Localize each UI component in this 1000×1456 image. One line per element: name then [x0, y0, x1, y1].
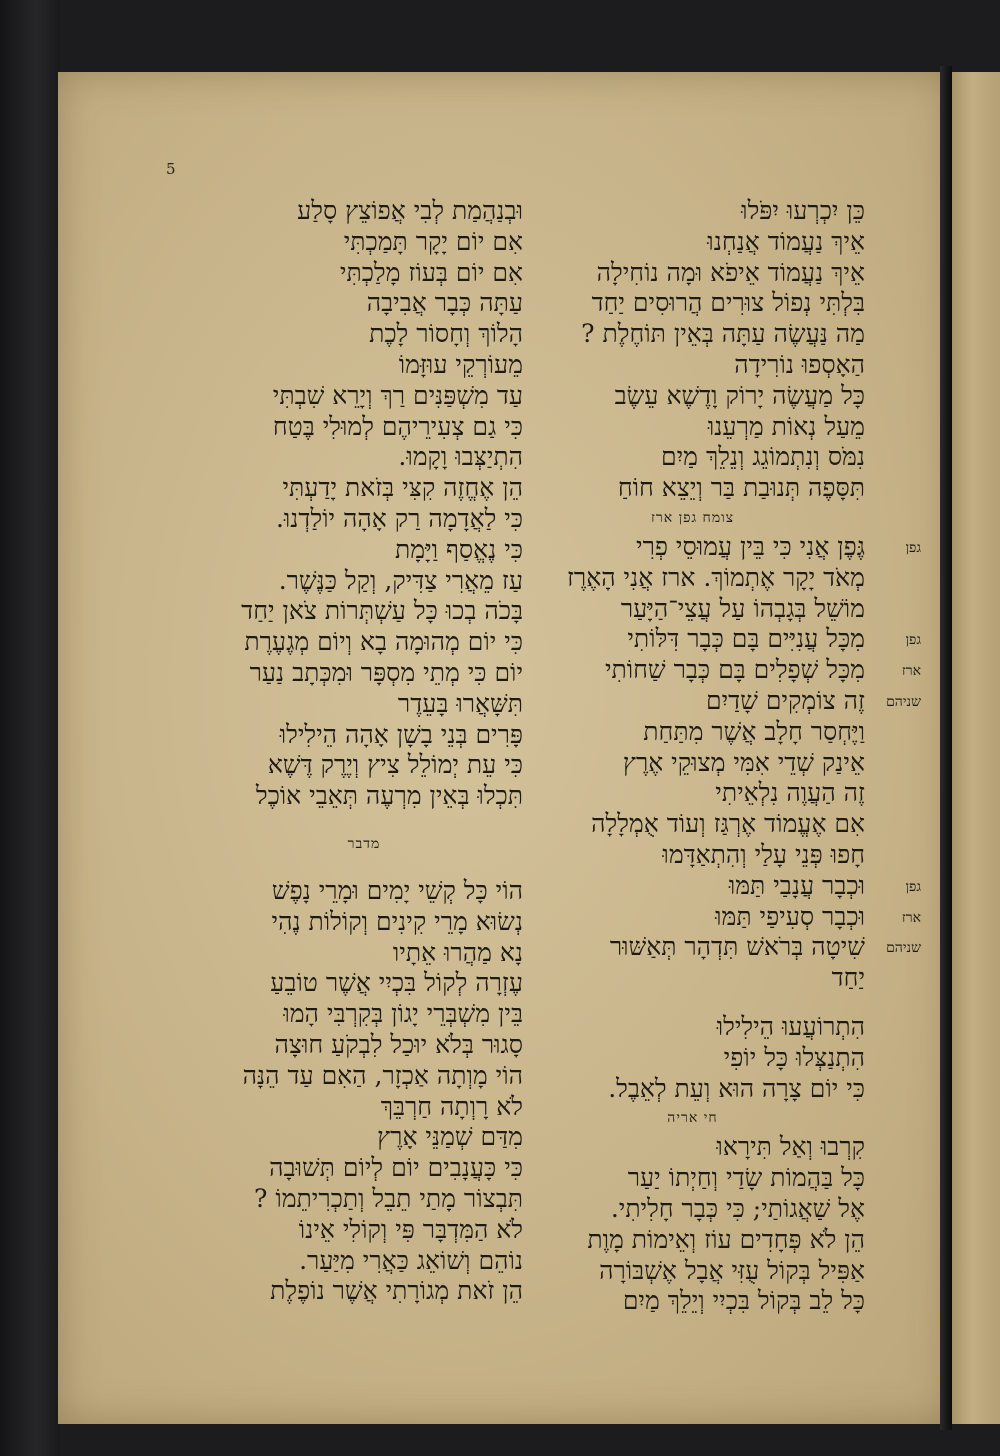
- poem-line: [205, 999, 523, 1030]
- line-text: גֶּפֶן אֲנִי כִּי בֵּין עֲמוּסֵי פְרִי: [636, 531, 865, 561]
- line-text: מֵעַל נְאוֹת מַרְעֵנוּ: [707, 411, 865, 441]
- line-text: כִּי לַאֲדָמָה רַק אָהָה יוֹלַדְנוּ.: [275, 503, 523, 533]
- line-text: מֵעוֹרְקֵי עוּזָּמוֹ: [398, 349, 523, 379]
- line-text: לֹא רָוְתָה חַרְבֵּךְ: [380, 1091, 523, 1121]
- line-gap: [520, 994, 865, 1012]
- poem-line: [205, 1122, 523, 1153]
- line-text: כִּי יוֹם מְהוּמָה בָא וְיוֹם מְגֶעֶרֶת: [244, 627, 523, 657]
- poem-line: [520, 412, 865, 443]
- line-text: וּבְנַהֲמַת לְבִי אֲפוֹצֵץ סָלַע: [297, 196, 523, 225]
- poem-line: [520, 288, 865, 319]
- line-text: תִּבְצוֹר מָתַי תֵבֵל וְתַכְרִיתֵמוֹ ?: [253, 1183, 523, 1213]
- line-text: עַתָּה כְּבָר אֲבִיבָה: [366, 288, 523, 318]
- line-text: אִם יוֹם יָקָר תָּמַכְתִּי: [343, 226, 523, 256]
- poem-line: [520, 1043, 865, 1074]
- poem-line: [205, 227, 523, 258]
- line-text: כִּי עֵת יְמוֹלֵל צִיץ וְיֶרֶק דֶּשֶׁא: [267, 750, 523, 780]
- next-page-edge: [952, 72, 1000, 1424]
- line-text: בֵּין מִשְׁבְּרֵי יָגוֹן בְּקִרְבִּי הָמוּ: [283, 999, 523, 1029]
- line-text: אֵיךְ נַעֲמוֹד אֵיפֹא וּמָה נוֹחִילָה: [596, 257, 865, 287]
- left-column: [205, 196, 523, 1307]
- line-text: אִם אֶעֱמוֹד אֶרְגַּז וְעוֹד אֻמְלָלָה: [591, 809, 865, 839]
- poem-line: [520, 685, 921, 717]
- line-text: שִׁיטָה בְּרֹאשׁ תִּדְהָר תְּאַשּׁוּר: [609, 932, 865, 962]
- speaker-label: שניהם: [886, 940, 921, 957]
- poem-line: [520, 870, 921, 902]
- poem-line: [520, 350, 865, 381]
- poem-line: [205, 1276, 523, 1307]
- line-text: סָגוּר בְּלֹא יוּכַל לִבְקֹעַ חוּצָה: [274, 1029, 523, 1059]
- poem-line: [205, 1246, 523, 1277]
- book-cover-left: [0, 0, 60, 1456]
- line-text: נְשׂוּא מָרֵי קִינִים וְקוֹלוֹת נֶהִי: [271, 906, 523, 936]
- speaker-label: גפן: [905, 540, 921, 557]
- line-text: אֵינַק שְׁדֵי אִמִּי מְצוּקֵי אֶרֶץ: [622, 747, 865, 777]
- line-text: וּכְבָר עֲנָבַי תַּמּוּ: [728, 870, 865, 900]
- line-text: הוֹי כָּל קְשֵׁי יָמִים וּמָרֵי נָפֶשׁ: [271, 875, 523, 905]
- line-text: כִּי כָּעֲנָבִים יוֹם לְיוֹם תְּשׁוּבָה: [269, 1153, 523, 1183]
- line-text: מִדַּם שְׁמַנֵּי אָרֶץ: [377, 1122, 523, 1152]
- poem-line: [520, 1194, 865, 1225]
- line-text: אֵיךְ נַעֲמוֹד אֲנַחְנוּ: [707, 226, 865, 256]
- speaker-label: גפן: [905, 878, 921, 895]
- poem-line: [205, 689, 523, 720]
- poem-line: [520, 381, 865, 412]
- line-text: עַד מִשְׁפַּנִּים רַךְ וְיָרֵא שִׁבְתִּי: [272, 380, 523, 410]
- line-text: מַה נַּעֲשֶׂה עַתָּה בְּאֵין תּוֹחֶלֶת ?: [581, 319, 865, 349]
- poem-line: [205, 1092, 523, 1123]
- poem-line: [205, 658, 523, 689]
- line-text: נוֹהֵם וְשׁוֹאֵג כַּאֲרִי מִיַּעַר.: [299, 1245, 523, 1275]
- poem-line: [520, 227, 865, 258]
- poem-line: [205, 781, 523, 812]
- poem-line: [205, 596, 523, 627]
- poem-line: [205, 258, 523, 289]
- line-text: מִכָּל שְׁפָלִים בָּם כְּבָר שַׁחוֹתִי: [604, 655, 865, 685]
- poem-line: [205, 1153, 523, 1184]
- poem-line: [205, 907, 523, 938]
- line-text: אַפִּיל בְּקוֹל עֻזִּי אֲבָל אֶשְׁבּוֹרָה: [599, 1255, 865, 1285]
- poem-line: [520, 809, 865, 840]
- line-text: הֵן זֹאת מְגוֹרָתִי אֲשֶׁר נוֹפֶלֶת: [270, 1276, 523, 1306]
- line-text: נִמֹּס וְנִתְמוֹגֵג וְנֵלֵךְ מַיִם: [661, 442, 865, 472]
- stage-direction: צומח גפן ארז: [650, 509, 735, 526]
- poem-line: [205, 473, 523, 504]
- line-text: מְאֹד יָקָר אֶתְמוֹךְ. ארז אֲנִי הָאֶרֶז: [566, 562, 865, 592]
- line-text: חָפוּ פְּנֵי עָלַי וְהִתְאַדָּמוּ: [662, 839, 865, 869]
- poem-line: [205, 381, 523, 412]
- poem-line: [520, 473, 865, 504]
- poem-line: [205, 288, 523, 319]
- line-text: כִּי יוֹם צָרָה הוּא וְעֵת לְאֵבֶל.: [608, 1073, 865, 1103]
- stage-direction: חי אריה: [667, 1110, 718, 1127]
- poem-line: [520, 655, 921, 686]
- line-text: הִתְנַצְּלוּ כָּל יוֹפִי: [723, 1042, 865, 1072]
- poem-line: [520, 1074, 865, 1105]
- line-text: הִתְרוֹעֲעוּ הֵילִילוּ: [716, 1011, 865, 1041]
- poem-line: [520, 594, 865, 625]
- line-gap: [205, 858, 523, 876]
- poem-line: [520, 748, 865, 779]
- poem-line: [205, 504, 523, 535]
- line-text: הֵן לֹא פְּחָדִים עוֹז וְאֵימוֹת מָוֶת: [587, 1224, 865, 1254]
- line-gap: [205, 812, 523, 830]
- poem-line: [205, 442, 523, 473]
- line-text: הַאָסְפוּ נוֹרִידָה: [734, 349, 865, 379]
- poem-line: [205, 196, 523, 227]
- poem-line: [205, 968, 523, 999]
- book-spine: [940, 66, 952, 1430]
- line-text: בָּכֹה בְכוּ כָּל עַשְׁתְּרוֹת צֹאן יַחַד: [241, 596, 523, 626]
- poem-line: [520, 258, 865, 289]
- line-text: הֵן אֶחֱזֶה קִצִּי בְּזֹאת יָדַעְתִּי: [282, 473, 523, 503]
- poem-line: [205, 1061, 523, 1092]
- poem-line: [520, 196, 865, 227]
- line-text: וּכְבָר סְעִיפַי תַּמּוּ: [715, 901, 865, 931]
- poem-line: [205, 750, 523, 781]
- poem-line: [520, 1286, 865, 1317]
- line-text: נָא מַהֲרוּ אֵתָיו: [392, 937, 523, 967]
- speaker-label: ארז: [901, 663, 921, 680]
- poem-line: [205, 938, 523, 969]
- page-number: 5: [166, 160, 176, 178]
- poem-line: [520, 717, 865, 748]
- poem-line: [520, 1256, 865, 1287]
- poem-line: [205, 566, 523, 597]
- speaker-label: שניהם: [886, 694, 921, 711]
- poem-line: [520, 932, 921, 963]
- poem-line: [205, 876, 523, 907]
- poem-line: [520, 1132, 865, 1163]
- line-text: זֶה הַעֲוֶה נִלְאֵיתִי: [715, 778, 865, 808]
- poem-line: [205, 319, 523, 350]
- line-text: עַז מֵאֲרִי צַדִּיק, וְקַל כַּנֶּשֶׁר.: [278, 565, 523, 595]
- line-text: קִרְבוּ וְאַל תִּירָאוּ: [716, 1132, 865, 1162]
- poem-line: [205, 350, 523, 381]
- line-text: תִּסָּפֶה תְּנוּבַת בַּר וְיֵצֵא חוֹחַ: [617, 473, 865, 503]
- line-text: תִּשָּׁאֲרוּ בָּעֵדֶר: [397, 688, 523, 718]
- poem-line: [205, 1215, 523, 1246]
- line-text: כִּי גַם צְעִירֵיהֶם לְמוּלִי בֶּטַח: [272, 411, 523, 441]
- poem-line: [520, 563, 865, 594]
- line-text: אִם יוֹם בְּעוֹז מָלַכְתִּי: [339, 257, 523, 287]
- stage-direction: מדבר: [347, 835, 381, 852]
- line-text: אֶל שַׁאֲגוֹתַי; כִּי כְּבָר חָלִיתִי.: [610, 1193, 865, 1223]
- line-text: כֵּן יִכְרְעוּ יִפֹּלוּ: [741, 196, 865, 225]
- line-text: הִתְיַצְּבוּ וָקָמוּ.: [398, 442, 523, 472]
- line-text: מִכָּל עֲנִיִּים בָּם כְּבָר דִּלּוֹתִי: [627, 624, 865, 654]
- line-text: בִּלְתִּי נְפוֹל צוּרִים הֲרוּסִים יַחַד: [591, 288, 865, 318]
- poem-line: [520, 624, 921, 655]
- poem-line: [205, 720, 523, 751]
- line-text: הָלוֹךְ וְחָסוֹר לָכֶת: [369, 319, 523, 349]
- poem-line: [205, 627, 523, 658]
- line-text: וַיֶּחְסַר חָלָב אֲשֶׁר מִתַּחַת: [643, 716, 865, 746]
- poem-line: [520, 1012, 865, 1043]
- line-text: הוֹי מָוְתָה אַכְזָר, הַאִם עַד הֵנָּה: [242, 1060, 523, 1090]
- poem-line: [520, 778, 865, 809]
- right-column: [520, 196, 921, 1317]
- poem-line: [520, 442, 865, 473]
- line-text: כָּל לֵב בְּקוֹל בִּכְיִי וְיֵלֵךְ מַיִם: [622, 1286, 865, 1316]
- line-text: כִּי נֶאֱסַף וַיָּמָת: [395, 534, 523, 564]
- line-text: כָּל בַּהֲמוֹת שָׂדַי וְחַיְתוֹ יַעַר: [627, 1163, 865, 1193]
- poem-line: [520, 901, 921, 933]
- poem-line: [205, 1184, 523, 1215]
- poem-line: [520, 531, 921, 563]
- poem-line: [520, 1163, 865, 1194]
- speaker-label: גפן: [905, 632, 921, 649]
- poem-line: [520, 1225, 865, 1256]
- line-text: יוֹם כִּי מְתֵי מִסְפָּר וּמִכְּתָב נַעַר: [249, 657, 523, 687]
- poem-line: [205, 412, 523, 443]
- line-text: עֶזְרָה לְקוֹל בִּכְיִי אֲשֶׁר טוֹבֵעַ: [270, 968, 523, 998]
- line-text: פָּרִים בְּנֵי בָשָׁן אָהָה הֵילִילוּ: [279, 719, 523, 749]
- poem-line: [520, 963, 865, 994]
- line-text: מוֹשֵׁל בְּגָבְהוֹ עַל עֲצֵי־הַיָּעַר: [620, 593, 865, 623]
- poem-line: [205, 1030, 523, 1061]
- poem-line: [520, 319, 865, 350]
- speaker-label: ארז: [901, 909, 921, 926]
- line-text: לֹא הַמִּדְבָּר פִּי וְקוֹלִי אֵינוֹ: [298, 1214, 523, 1244]
- line-text: תִּכְלוּ בְּאֵין מִרְעֶה תְּאֵבֵי אוֹכֶל: [255, 781, 523, 811]
- poem-line: [205, 535, 523, 566]
- line-text: זֶה צוֹמְקִים שָׁדַיִם: [706, 685, 865, 715]
- poem-line: [520, 840, 865, 871]
- line-text: כָּל מַעֲשֶׂה יָרוֹק וָדֶשֶׁא עֵשֶׂב: [614, 380, 865, 410]
- line-text: יַחַד: [831, 963, 865, 993]
